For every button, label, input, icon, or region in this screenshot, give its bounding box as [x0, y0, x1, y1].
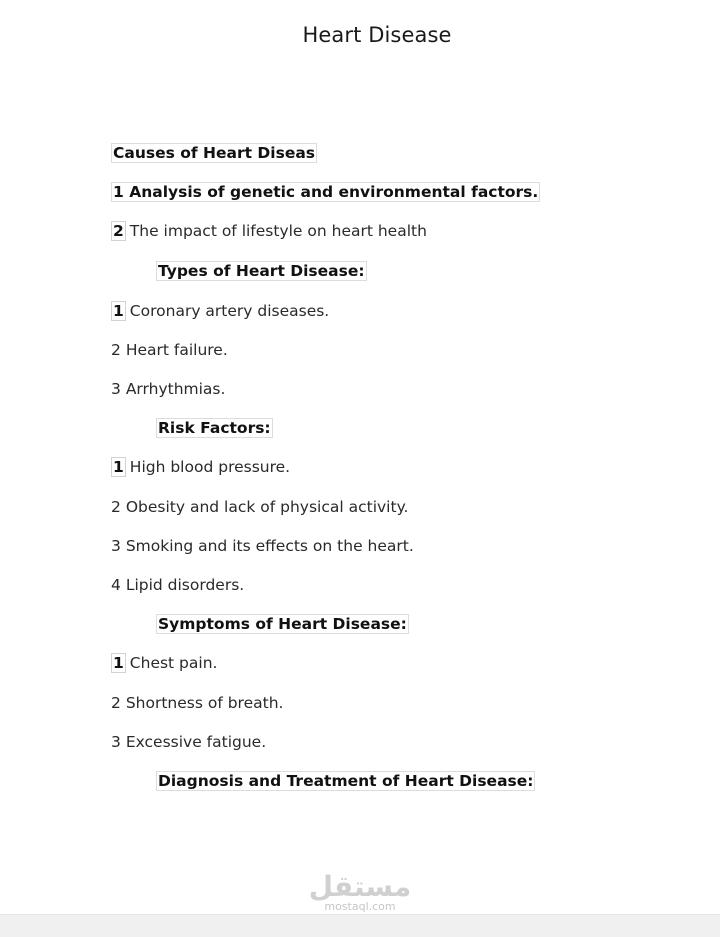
list-item [111, 692, 283, 714]
item-number: 2 [113, 222, 124, 240]
item-number: 1 [113, 302, 124, 320]
item-number: 3 [111, 380, 121, 398]
section-heading-risk [156, 417, 273, 439]
item-text: Arrhythmias. [125, 380, 226, 398]
document-title: Heart Disease [302, 23, 452, 47]
item-text: Shortness of breath. [125, 694, 284, 712]
bottom-bar [0, 914, 720, 937]
item-number: 2 [111, 341, 121, 359]
list-item [111, 574, 244, 596]
item-number: 3 [111, 733, 121, 751]
item-text: Chest pain. [129, 654, 218, 672]
watermark-site: mostaql.com [324, 900, 396, 913]
heading-text: Risk Factors: [158, 419, 271, 437]
section-heading-types [156, 260, 367, 282]
item-text: Analysis of genetic and environmental factors. [129, 183, 539, 201]
item-text: Heart failure. [125, 341, 228, 359]
heading-text: Types of Heart Disease: [158, 262, 365, 280]
heading-text: Symptoms of Heart Disease: [158, 615, 407, 633]
section-heading-diagnosis [156, 770, 535, 792]
item-text: Coronary artery diseases. [129, 302, 330, 320]
heading-text: Diagnosis and Treatment of Heart Disease: [158, 772, 534, 790]
item-text: High blood pressure. [129, 458, 291, 476]
highlighted-item [111, 182, 540, 202]
list-item [111, 652, 217, 674]
item-text: Excessive fatigue. [125, 733, 267, 751]
item-text: Lipid disorders. [125, 576, 245, 594]
list-item [111, 496, 408, 518]
item-number: 2 [111, 498, 121, 516]
section-heading-causes [111, 142, 317, 164]
list-item [111, 339, 228, 361]
list-item [111, 731, 266, 753]
list-item [111, 535, 414, 557]
item-number: 2 [111, 694, 121, 712]
item-number: 3 [111, 537, 121, 555]
item-number: 1 [113, 183, 124, 201]
item-text: The impact of lifestyle on heart health [129, 222, 427, 240]
section-heading-symptoms [156, 613, 409, 635]
heading-text: Causes of Heart Diseas [113, 144, 316, 162]
list-item [111, 300, 329, 322]
watermark-logo: مستقل [308, 870, 412, 903]
item-number: 1 [113, 654, 124, 672]
list-item [111, 456, 290, 478]
item-number: 4 [111, 576, 121, 594]
item-text: Obesity and lack of physical activity. [125, 498, 409, 516]
list-item [111, 220, 427, 242]
list-item [111, 181, 540, 203]
item-number: 1 [113, 458, 124, 476]
list-item [111, 378, 225, 400]
item-text: Smoking and its effects on the heart. [125, 537, 414, 555]
